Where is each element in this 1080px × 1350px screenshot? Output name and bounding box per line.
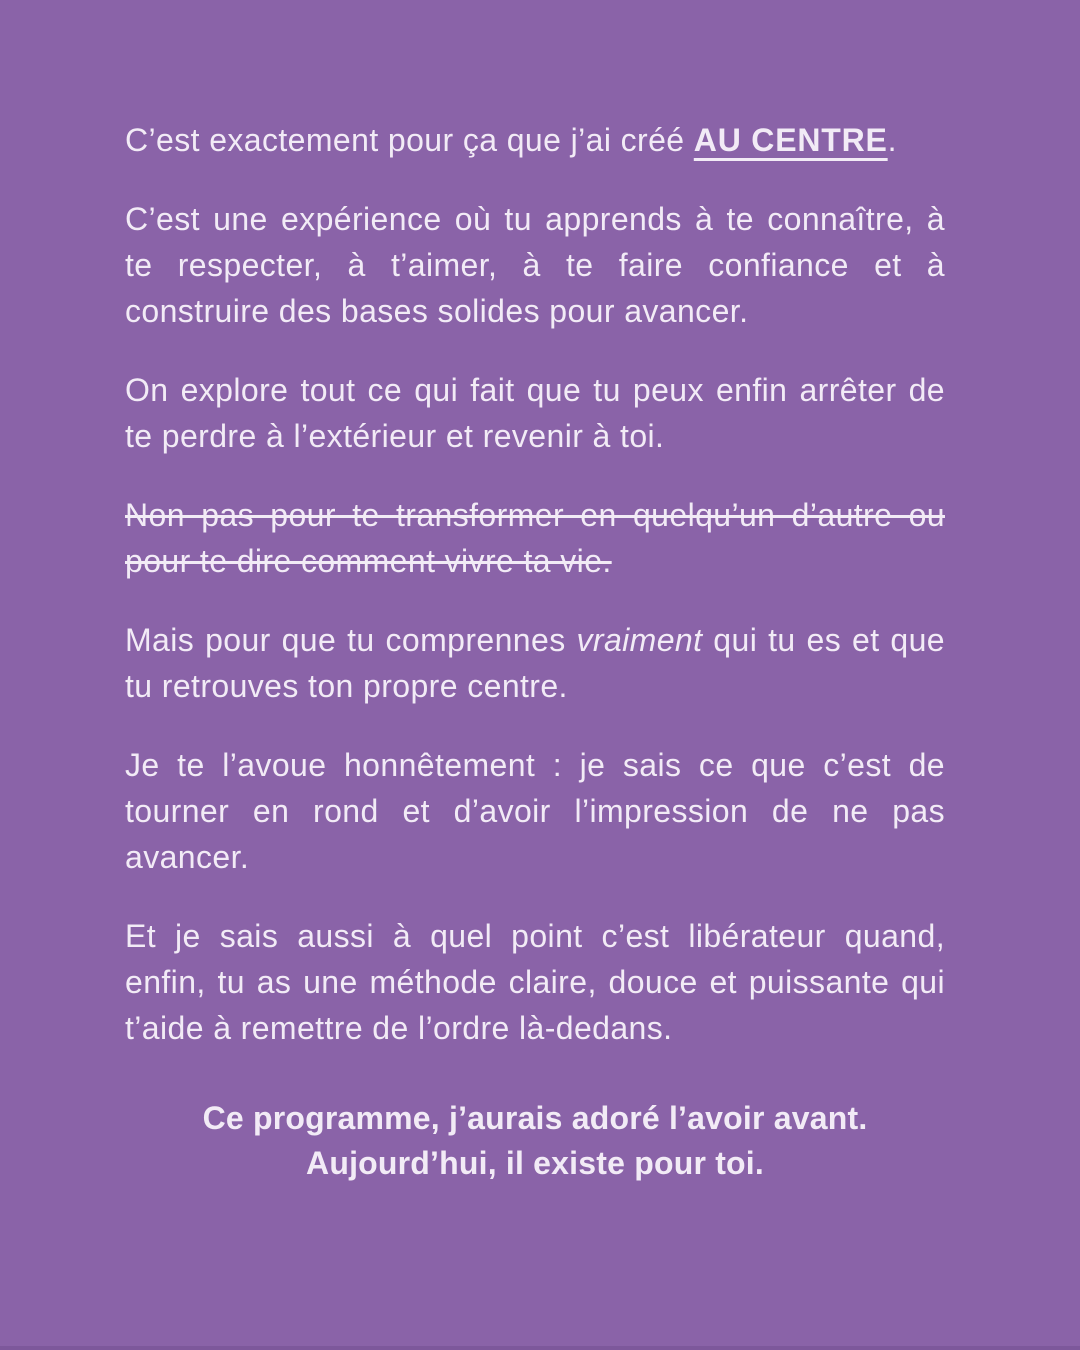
paragraph-comprendre — [125, 617, 945, 709]
paragraph-explore: On explore tout ce qui fait que tu peux enfin arrêter de te perdre à l’extérieur et revenir à toi. — [125, 372, 945, 454]
emphasized-word: vraiment — [576, 622, 703, 658]
conclusion-line-2: Aujourd’hui, il existe pour toi. — [306, 1145, 764, 1181]
paragraph-experience: C’est une expérience où tu apprends à te connaître, à te respecter, à t’aimer, à te faire confiance et à construire des bases solides pour avancer. — [125, 201, 945, 329]
paragraph-aveu: Je te l’avoue honnêtement : je sais ce que c’est de tourner en rond et d’avoir l’impression de ne pas avancer. — [125, 747, 945, 875]
paragraph-liberateur: Et je sais aussi à quel point c’est libérateur quand, enfin, tu as une méthode claire, douce et puissante qui t’aide à remettre de l’ordre là-dedans. — [125, 918, 945, 1046]
comprendre-text-after: qui tu es et que tu retrouves ton propre centre. — [125, 622, 945, 704]
bottom-edge-shade — [0, 1346, 1080, 1350]
paragraph-intro — [125, 117, 945, 163]
conclusion-line-1: Ce programme, j’aurais adoré l’avoir avant. — [202, 1100, 868, 1136]
intro-text-before: C’est exactement pour ça que j’ai créé — [125, 122, 694, 158]
intro-text-after: . — [887, 122, 897, 158]
paragraph-strikethrough: Non pas pour te transformer en quelqu’un d’autre ou pour te dire comment vivre ta vie. — [125, 497, 945, 579]
comprendre-text-before: Mais pour que tu comprennes — [125, 622, 577, 658]
program-name-highlight: AU CENTRE — [693, 122, 888, 158]
paragraph-conclusion — [125, 1096, 945, 1186]
